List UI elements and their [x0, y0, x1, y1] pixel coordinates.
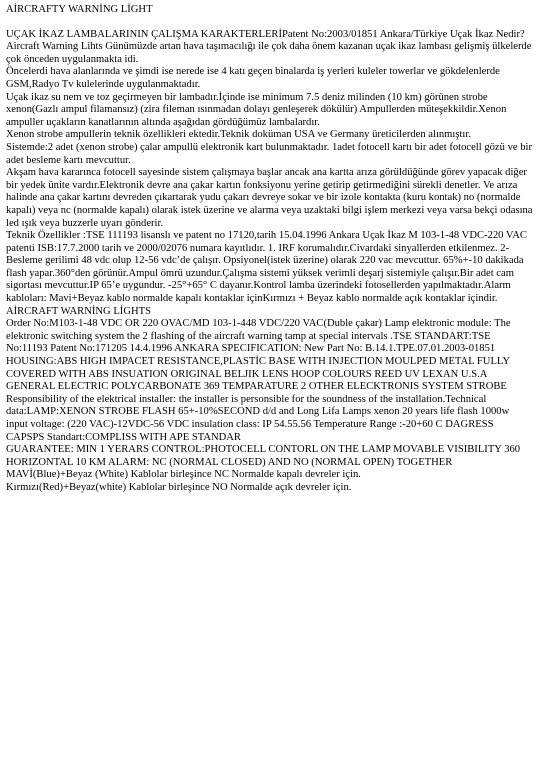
paragraph-operation: Akşam hava kararınca fotocell sayesinde sistem çalışmaya başlar ancak ana kartta arıza görüldüğünde görev yapacak diğer bir yedek ünite vardır.Elektronik devre ana çakar kartın fonksiyonu yerine getirip getirmediğini sürekli denetler. Ve arıza halinde ana çakar kartını devreden çıkartarak yudu çakarı devreye sokar ve bir izole kontakta (kuru kontak) no (normalde kapalı) veya nc (normalde kapalı) olarak istek üzerine ve alarma veya uzaktaki bilgi işlem merkezi veya varsa bekçi odasına led ışık veya buzzerle uyarı gönderir. — [6, 167, 533, 229]
paragraph-technical-features: Teknik Özellikler :TSE 111193 lisanslı ve patent no 17120,tarih 15.04.1996 Ankara Uçak İkaz M 103-1-48 VDC-220 VAC patenti ISB:17.7.2000 tarih ve 2000/02076 numara kayıtlıdır. 1. IRF korumalıdır.Civardaki sinyallerden etkilenmez. 2- Besleme gerilimi 48 vdc olup 12-56 vdc’de çalışır. Opsiyonel(istek üzerine) olarak 220 vac mevcuttur. 65%+-10 dakikada flash yapar.360°den görünür.Ampul ömrü uzundur.Çalışma sistemi yüksek verimli deşarj sistemiyle çalışır.Bir adet cam sigortası mevcuttur.IP 65’e uygundur. -25°+65° C dayanır.Kontrol lamba üzerindeki fotosellerden yapılmaktadır.Alarm kabloları: Mavi+Beyaz kablo normalde kapalı kontaklar içinKırmızı + Beyaz kablo normalde açık kontaklar içindir. — [6, 230, 527, 305]
paragraph-xenon-specs: Xenon strobe ampullerin teknik özellikleri ektedir.Teknik doküman USA ve Germany üreticilerden alınmıştır. — [6, 129, 471, 141]
paragraph-red-white-cables: Kırmızı(Red)+Beyaz(white) Kablolar birleşince NO Normalde açık devreler için. — [6, 481, 352, 493]
document-title: AİRCRAFTY WARNİNG LİGHT — [6, 4, 153, 15]
paragraph-intro: UÇAK İKAZ LAMBALARININ ÇALIŞMA KARAKTERLERİPatent No:2003/01851 Ankara/Türkiye Uçak İkaz Nedir? Aircraft Warning Lihts Günümüzde artan hava taşımacılığı ile çok daha önem kazanan uçak ikaz lambası gelişmiş ülkelerde çok önceden uygulanmakta idi. — [6, 28, 532, 65]
paragraph-lamp-description: Uçak ikaz su nem ve toz geçirmeyen bir lambadır.İçinde ise minimum 7.5 deniz milinden (10 km) görünen strobe xenon(Gazlı ampul filamansız) (zira fileman ısınmadan dolayı genleşerek dökülür) Ampullerden müteşekkildir.Xenon ampuller uçakların kanatlarının altında aşağıdan gördüğümüz lambalardır. — [6, 91, 507, 128]
paragraph-system: Sistemde:2 adet (xenon strobe) çalar ampullü elektronik kart bulunmaktadır. 1adet fotocell kartı bir adet fotocell gözü ve bir adet besleme kartı mevcuttur. — [6, 141, 532, 166]
english-section-heading: AİRCRAFT WARNİNG LİGHTS — [6, 305, 151, 317]
paragraph-history: Öncelerdi hava alanlarında ve şimdi ise nerede ise 4 katı geçen binalarda iş yerleri kuleler towerlar ve gökdelenlerde GSM,Radyo Tv kulelerinde uygulanmaktadır. — [6, 66, 500, 90]
paragraph-guarantee: GUARANTEE: MIN 1 YERARS CONTROL:PHOTOCELL CONTORL ON THE LAMP MOVABLE VISIBILITY 360 HORIZONTAL 10 KM ALARM: NC (NORMAL CLOSED) AND NO (NORMAL OPEN) TOGETHER MAVİ(Blue)+Beyaz (White) Kablolar birleşince NC Normalde kapalı devreler için. — [6, 444, 521, 481]
paragraph-specification: Order No:M103-1-48 VDC OR 220 OVAC/MD 103-1-448 VDC/220 VAC(Duble çakar) Lamp elektronic module: The elektronic switching system the 2 flashing of the aircraft warning tamp at special intervals .TSE STANDART:TSE No:11193 Patent No:171205 14.4.1996 ANKARA SPECIFICATION: New Part No: B.14.1.TPE.07.01.2003-01851 HOUSING:ABS HIGH IMPACET RESISTANCE,PLASTİC BASE WITH INJECTION MOULPED METAL FULLY COVERED WITH ABS INSUATION ORIGINAL BELJIK LENS HOOP COLOURS REED UV LEXAN U.S.A GENERAL ELECTRIC POLYCARBONATE 369 TEMPARATURE 2 OTHER ELECKTRONIS SYSTEM STROBE Responsibility of the elektrical installer: the installer is personsible for the soundness of the installation.Technical data:LAMP:XENON STROBE FLASH 65+-10%SECOND d/d and Long Lifa Lamps xenon 20 years life flash 1000w input voltage: (220 VAC)-12VDC-56 VDC insulation class: IP 54.55.56 Temperature Range :-20+60 C DAGRESS CAPSPS Standart:COMPLISS WITH APE STANDAR — [6, 318, 511, 443]
